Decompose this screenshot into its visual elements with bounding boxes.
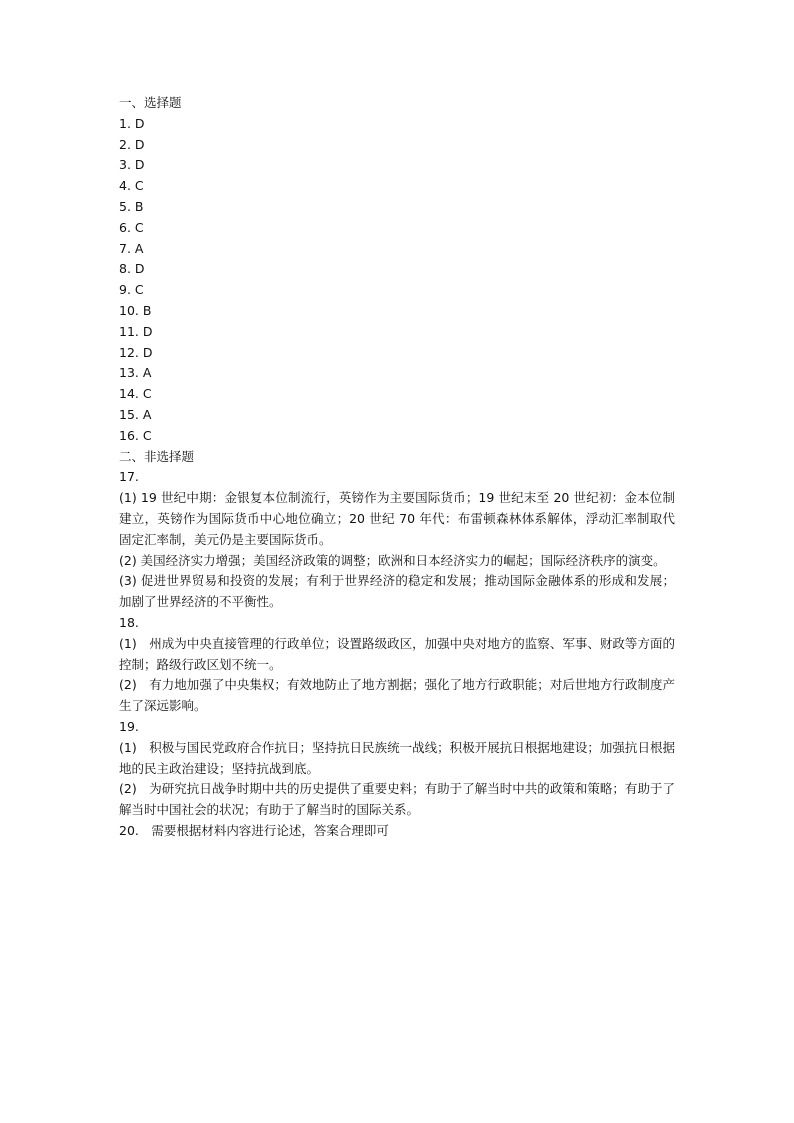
answer-item: 4. C xyxy=(119,178,144,194)
answer-paragraph: (3) 促进世界贸易和投资的发展；有利于世界经济的稳定和发展；推动国际金融体系的形成和发展；加剧了世界经济的不平衡性。 xyxy=(119,573,675,610)
answer-item: 12. D xyxy=(119,344,153,360)
answer-key xyxy=(119,93,675,842)
answer-item: 1. D xyxy=(119,115,145,131)
section-heading-non-multiple-choice: 二、非选择题 xyxy=(119,448,195,464)
multiple-choice-answer-list xyxy=(119,114,675,447)
answer-item: 11. D xyxy=(119,323,153,339)
answer-item: 5. B xyxy=(119,198,144,214)
question-18 xyxy=(119,613,675,717)
answer-item: 3. D xyxy=(119,157,145,173)
answer-item: 9. C xyxy=(119,282,144,298)
question-19 xyxy=(119,717,675,821)
answer-paragraph: 20. 需要根据材料内容进行论述，答案合理即可 xyxy=(119,822,389,838)
answer-item: 15. A xyxy=(119,406,152,422)
question-number: 17. xyxy=(119,469,139,485)
answer-item: 16. C xyxy=(119,427,152,443)
answer-paragraph: (2) 有力地加强了中央集权；有效地防止了地方割据；强化了地方行政职能；对后世地方行政制度产生了深远影响。 xyxy=(119,677,675,714)
answer-item: 7. A xyxy=(119,240,144,256)
answer-paragraph: (1) 积极与国民党政府合作抗日；坚持抗日民族统一战线；积极开展抗日根据地建设；加强抗日根据地的民主政治建设；坚持抗战到底。 xyxy=(119,739,675,776)
answer-item: 8. D xyxy=(119,261,145,277)
question-17 xyxy=(119,467,675,613)
question-number: 19. xyxy=(119,718,139,734)
question-20 xyxy=(119,821,675,842)
answer-item: 10. B xyxy=(119,302,152,318)
answer-paragraph: (2) 为研究抗日战争时期中共的历史提供了重要史料；有助于了解当时中共的政策和策略；有助于了解当时中国社会的状况；有助于了解当时的国际关系。 xyxy=(119,781,675,818)
answer-paragraph: (1) 19 世纪中期：金银复本位制流行，英镑作为主要国际货币；19 世纪末至 20 世纪初：金本位制建立，英镑作为国际货币中心地位确立；20 世纪 70 年代：布雷顿森林体系解体，浮动汇率制取代固定汇率制，美元仍是主要国际货币。 xyxy=(119,490,675,547)
answer-item: 6. C xyxy=(119,219,144,235)
answer-paragraph: (2) 美国经济实力增强；美国经济政策的调整；欧洲和日本经济实力的崛起；国际经济秩序的演变。 xyxy=(119,552,666,568)
answer-item: 13. A xyxy=(119,365,152,381)
answer-paragraph: (1) 州成为中央直接管理的行政单位；设置路级政区，加强中央对地方的监察、军事、财政等方面的控制；路级行政区划不统一。 xyxy=(119,635,675,672)
question-number: 18. xyxy=(119,614,139,630)
answer-item: 14. C xyxy=(119,386,152,402)
answer-item: 2. D xyxy=(119,136,145,152)
section-heading-multiple-choice: 一、选择题 xyxy=(119,95,182,110)
